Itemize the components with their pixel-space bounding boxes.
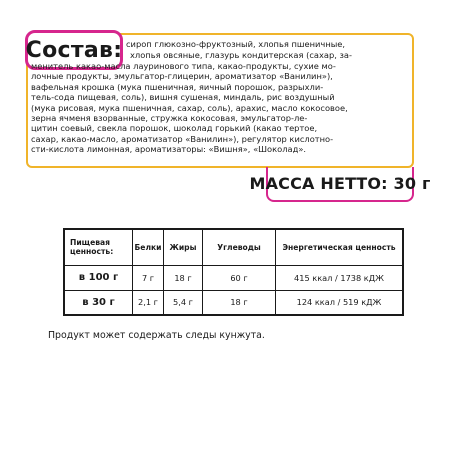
composition-heading: Состав: [25, 30, 123, 70]
composition-line: тель-сода пищевая, соль), вишня сушеная, миндаль, рис воздушный [31, 92, 335, 103]
allergen-note: Продукт может содержать следы кунжута. [48, 330, 265, 341]
net-mass: МАССА НЕТТО: 30 г [249, 174, 431, 193]
table-row [64, 290, 403, 315]
nutrition-header-protein: Белки [133, 229, 164, 265]
composition-line: хлопья овсяные, глазурь кондитерская (сахар, за- [130, 50, 353, 60]
row-label-100g: в 100 г [64, 265, 133, 290]
fat-30g: 5,4 г [164, 290, 203, 315]
composition-text [31, 61, 411, 155]
composition-line: менитель какао-масла лауринового типа, какао-продукты, сухие мо- [31, 61, 336, 71]
composition-line: сахар, какао-масло, ароматизатор «Ванилин»), регулятор кислотно- [31, 133, 334, 144]
nutrition-header-fat: Жиры [164, 229, 203, 265]
net-mass-panel [249, 167, 431, 202]
composition-line: зерна ячменя взорванные, стружка кокосовая, эмульгатор-ле- [31, 113, 308, 124]
row-label-30g: в 30 г [64, 290, 133, 315]
nutrition-header-energy: Энергетическая ценность [276, 229, 404, 265]
table-row [64, 265, 403, 290]
energy-100g: 415 ккал / 1738 кДЖ [276, 265, 404, 290]
composition-line: (мука рисовая, мука пшеничная, сахар, соль), арахис, масло кокосовое, [31, 102, 348, 113]
protein-30g: 2,1 г [133, 290, 164, 315]
energy-30g: 124 ккал / 519 кДЖ [276, 290, 404, 315]
composition-line: сти-кислота лимонная, ароматизаторы: «Вишня», «Шоколад». [31, 144, 307, 155]
nutrition-header-label: Пищевая ценность: [64, 229, 133, 265]
carbs-100g: 60 г [203, 265, 276, 290]
composition-line: цитин соевый, свекла порошок, шоколад горький (какао тертое, [31, 123, 318, 134]
nutrition-header-row [64, 229, 403, 265]
composition-line: сироп глюкозно-фруктозный, хлопья пшеничные, [126, 39, 346, 49]
carbs-30g: 18 г [203, 290, 276, 315]
nutrition-table [63, 228, 404, 316]
protein-100g: 7 г [133, 265, 164, 290]
composition-line: лочные продукты, эмульгатор-глицерин, ароматизатор «Ванилин»), [31, 71, 333, 82]
composition-line: вафельная крошка (мука пшеничная, яичный порошок, разрыхли- [31, 81, 324, 92]
fat-100g: 18 г [164, 265, 203, 290]
nutrition-header-carbs: Углеводы [203, 229, 276, 265]
